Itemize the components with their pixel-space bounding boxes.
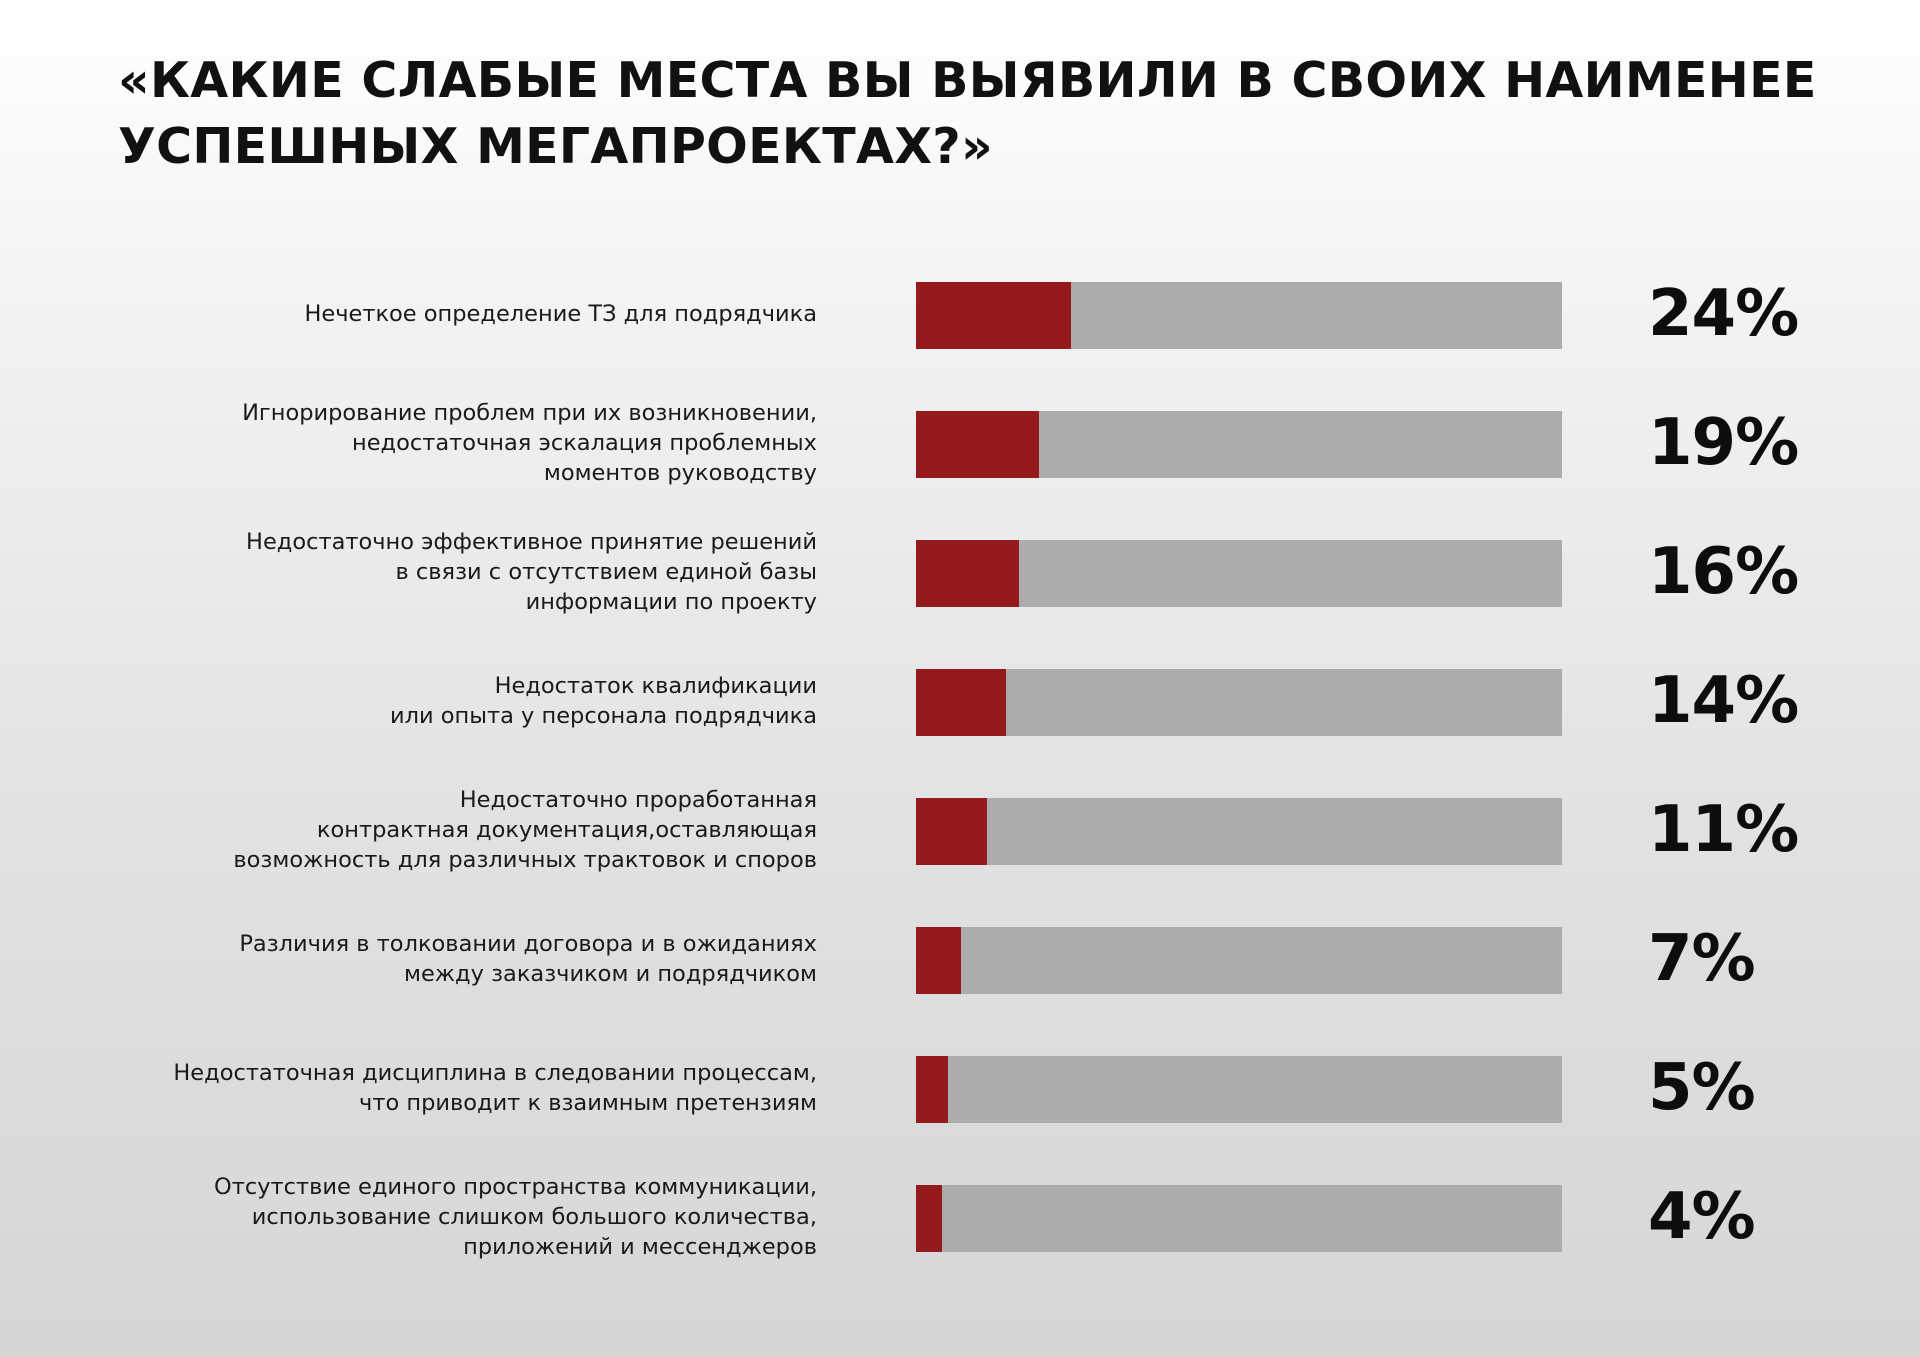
page-title-line: «КАКИЕ СЛАБЫЕ МЕСТА ВЫ ВЫЯВИЛИ В СВОИХ НАИМЕНЕЕ (118, 52, 1817, 109)
chart-row (0, 508, 1920, 637)
value-label: 7% (1648, 922, 1755, 996)
bar-track (916, 282, 1562, 349)
bar-fill (916, 1185, 942, 1252)
category-label-line: приложений и мессенджеров (463, 1234, 817, 1260)
category-label-line: Недостаточная дисциплина в следовании процессам, (173, 1060, 817, 1086)
chart-row (0, 1024, 1920, 1153)
value-label: 19% (1648, 406, 1799, 480)
category-label-line: Недостаточно эффективное принятие решений (246, 529, 817, 555)
chart-row (0, 250, 1920, 379)
value-label: 11% (1648, 793, 1799, 867)
category-label (233, 785, 817, 875)
bar-fill (916, 540, 1019, 607)
category-label (214, 1172, 817, 1262)
bar-fill (916, 282, 1071, 349)
page-title-line: УСПЕШНЫХ МЕГАПРОЕКТАХ?» (118, 118, 993, 175)
category-label-line: в связи с отсутствием единой базы (395, 559, 817, 585)
category-label-line: использование слишком большого количества, (251, 1204, 817, 1230)
value-label: 14% (1648, 664, 1799, 738)
category-label (304, 299, 817, 329)
category-label (239, 929, 817, 989)
chart-row (0, 766, 1920, 895)
bar-track (916, 1185, 1562, 1252)
category-label-line: Недостаточно проработанная (459, 787, 817, 813)
value-label: 16% (1648, 535, 1799, 609)
chart-row (0, 637, 1920, 766)
value-label: 24% (1648, 277, 1799, 351)
category-label-line: информации по проекту (525, 589, 817, 615)
bar-fill (916, 669, 1006, 736)
category-label-line: Отсутствие единого пространства коммуникации, (214, 1174, 817, 1200)
category-label (242, 398, 817, 488)
category-label (390, 671, 817, 731)
bar-fill (916, 1056, 948, 1123)
category-label-line: возможность для различных трактовок и споров (233, 847, 817, 873)
category-label-line: или опыта у персонала подрядчика (389, 703, 817, 729)
category-label-line: что приводит к взаимным претензиям (359, 1090, 817, 1116)
category-label-line: Игнорирование проблем при их возникновении, (242, 400, 817, 426)
category-label-line: Нечеткое определение ТЗ для подрядчика (304, 301, 817, 327)
bar-fill (916, 798, 987, 865)
bar-track (916, 411, 1562, 478)
category-label-line: между заказчиком и подрядчиком (403, 961, 817, 987)
bar-fill (916, 411, 1039, 478)
bar-track (916, 669, 1562, 736)
bar-track (916, 927, 1562, 994)
category-label-line: Различия в толковании договора и в ожиданиях (239, 931, 817, 957)
value-label: 5% (1648, 1051, 1755, 1125)
chart-row (0, 379, 1920, 508)
category-label-line: недостаточная эскалация проблемных (351, 430, 817, 456)
category-label-line: Недостаток квалификации (494, 673, 817, 699)
bar-track (916, 798, 1562, 865)
category-label-line: моментов руководству (543, 460, 817, 486)
category-label (246, 527, 817, 617)
bar-fill (916, 927, 961, 994)
chart-row (0, 1153, 1920, 1282)
value-label: 4% (1648, 1180, 1755, 1254)
category-label (173, 1058, 817, 1118)
category-label-line: контрактная документация,оставляющая (316, 817, 817, 843)
bar-track (916, 540, 1562, 607)
chart-row (0, 895, 1920, 1024)
bar-track (916, 1056, 1562, 1123)
